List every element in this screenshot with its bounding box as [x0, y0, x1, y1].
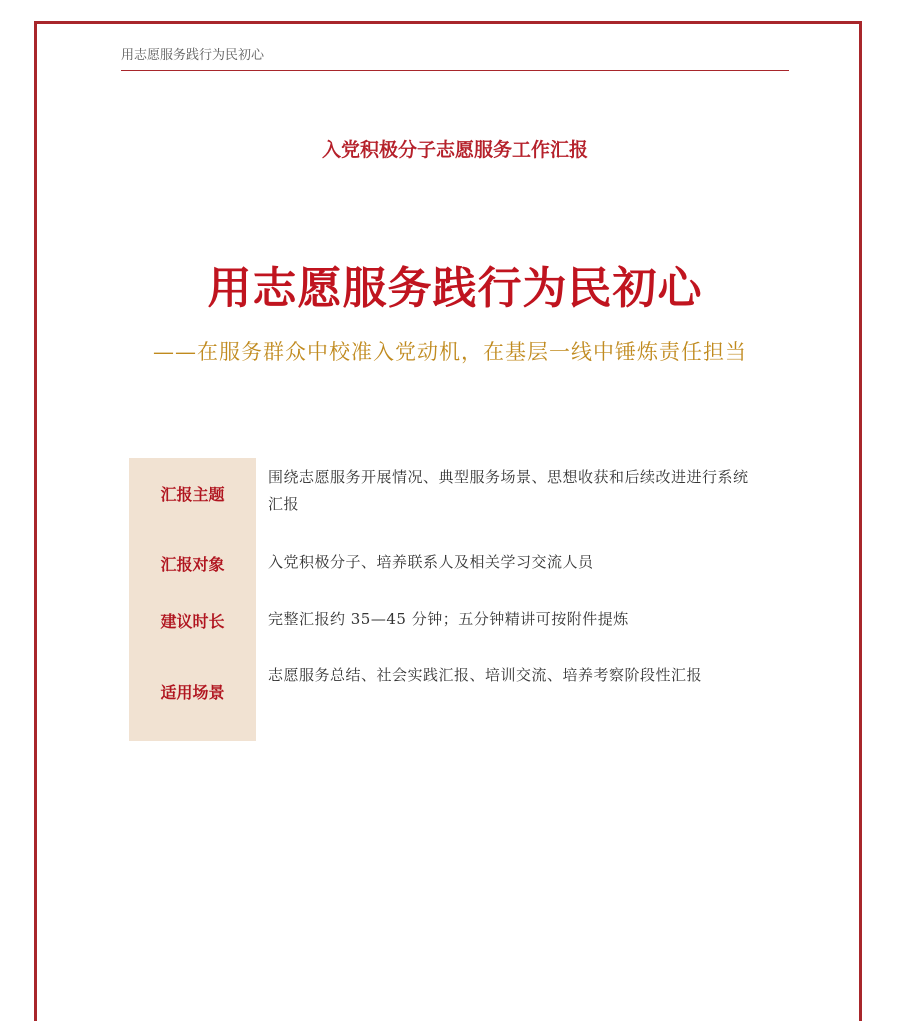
- info-key: 适用场景: [160, 683, 225, 702]
- info-value: 志愿服务总结、社会实践汇报、培训交流、培养考察阶段性汇报: [268, 666, 703, 684]
- info-key: 汇报主题: [160, 485, 225, 504]
- info-value: 完整汇报约 35—45 分钟；五分钟精讲可按附件提炼: [268, 610, 629, 628]
- running-header: 用志愿服务践行为民初心: [121, 48, 265, 63]
- subtitle: ——在服务群众中校准入党动机，在基层一线中锤炼责任担当: [153, 340, 747, 364]
- report-label: 入党积极分子志愿服务工作汇报: [321, 139, 588, 161]
- header-rule: [121, 70, 789, 71]
- info-value: 围绕志愿服务开展情况、典型服务场景、思想收获和后续改进进行系统汇报: [268, 468, 749, 513]
- info-key: 建议时长: [160, 612, 225, 631]
- main-title: 用志愿服务践行为民初心: [207, 263, 703, 314]
- info-value: 入党积极分子、培养联系人及相关学习交流人员: [268, 553, 594, 571]
- info-key: 汇报对象: [160, 555, 225, 574]
